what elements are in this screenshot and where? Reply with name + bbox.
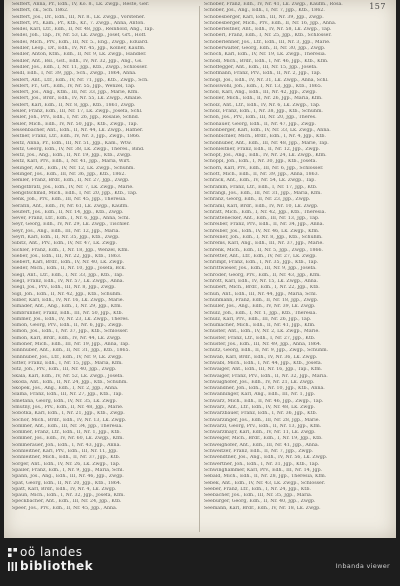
directory-entry: Siebert, Karl, Brdr., Edh., IV, Nr. 40, Lk. Zwgp. — [12, 260, 124, 266]
directory-entry: Seidler, Leop., Dr., Edh., IV, Nr. 45, Jgp., Kolner, Kaufm. — [12, 46, 146, 52]
directory-entry: Seidler, Ant., Bsl., Gst., Edh., IV, Nr. 32, Jgp., Ang., Gs. — [12, 58, 143, 64]
directory-entry: Schramm, Franz, Ltr., Edh., I, Nr. 17, Jgp., Ktb. — [204, 184, 318, 190]
directory-entry: Sebald, Mich., Edh., II, Nr. 28, Jgp., Theresia, Kfm. — [204, 474, 327, 480]
directory-entry: Schoberleitner, Ant., Edh., IV, Nr. 58, Lk. Zwgp., Tap. — [204, 27, 332, 33]
directory-entry: Schrenk, Mich., Edh., II, Nr. 5, Jgp., Zwgp., 1866. — [204, 247, 324, 253]
directory-entry: Sommerauer, Joh., Edh., I, Nr. 43, Jgp., Anna. — [12, 442, 121, 448]
directory-entry: Siegl, Ant., Ltr., Edh., I, Nr. 33, Jgp., Ktb., Tap. — [12, 272, 124, 278]
directory-entry: Spann, Jos., Ang., Edh., III, Nr. 46, Jgp., Zwgp. — [12, 474, 124, 480]
directory-entry: Schrott, Karl, Edh., IV, Nr. 15, Lk. Zwgp., Anna. — [204, 279, 319, 285]
library-logo[interactable] — [8, 545, 93, 573]
directory-entry: Schwabl, Mich., Edh., I, Nr. 44, Jgp., Ktb., Josefa. — [204, 360, 323, 366]
directory-entry: Schrimpf, Franz, Edh., I, Nr. 35, Jgp., Ktb., Tap. — [204, 260, 319, 266]
directory-entry: Serafin, Ant., Edh., IV, Nr. 61, Lk. Zwgp., Kaufm. — [12, 203, 129, 209]
directory-entry: Semler, Franz, Brdr., Edh., II, Nr. 27, Jgp., Zwgp. — [12, 178, 130, 184]
directory-entry: Schwaiger, Franz, Prv., Edh., II, Nr. 32, Jgp., Maria. — [204, 373, 328, 379]
directory-entry: Schwaiger, Ant., Edh., III, Nr. 16, Jgp., Tap., Kfm. — [204, 367, 323, 373]
directory-entry: Seidler, Anton, Ktm., Edh., II, Nr. 9, Lk. Zwgp., Handler. — [12, 52, 147, 58]
directory-entry: Seifert, Jos., Ang., Ktm., III, Nr. 33, Jgp., Marie, Kfm. — [12, 90, 139, 96]
directory-entry: Schonauer, Georg, Edh., II, Nr. 47, Jgp., Zwgp. — [204, 121, 316, 127]
logo-mark-icon — [8, 548, 17, 557]
directory-entry: Seeber, Franz, Ltr., Edh., I, Nr. 24, Jgp., Ktb. — [204, 486, 311, 492]
directory-entry: Simon, Jos., Edh., I, Nr. 37, Jgp., Ktb., Schlosser. — [12, 329, 129, 335]
directory-entry: Sengstschmid, Mich., Edh., I, Nr. 20, Jgp., Ktb., Tap. — [12, 190, 138, 196]
directory-entry: Speer, Jos., Prv., Edh., II, Nr. 45, Jgp., Anna. — [12, 505, 118, 511]
directory-entry: Schweitzer, Franz, Edh., II, Nr. 7, Jgp., Zwgp. — [204, 449, 314, 455]
directory-entry: Scholl, Karl, Ang., Edh., III, Nr. 42, Jgp., Zwgp. — [204, 90, 317, 96]
directory-entry: Seiffert, Anna, Pr., Edh., IV, Ko. 8., Lk. Zwgp., Reste, Ger. — [12, 2, 150, 7]
directory-entry: Sebek, Ant., Edh., IV, Nr. 43, Lk. Zwgp., Schlosser. — [204, 480, 326, 486]
directory-entry: Skoda, Ant., Edh., II, Nr. 24, Jgp., Ktb., Schuhm. — [12, 379, 128, 385]
viewer-label[interactable]: Inbanda viewer — [335, 562, 390, 570]
directory-entry: Seemann, Karl, Brdr., Edh., IV, Nr. 18, Lk. Zwgp. — [204, 505, 321, 511]
column-divider — [199, 6, 200, 532]
directory-entry: Schwertner, Joh., Edh., I, Nr. 31, Jgp., Ktb., Tap. — [204, 461, 320, 467]
directory-entry: Seyr, Georg, Edh., IV, Nr. 29, Lk. Zwgp., Tischler. — [12, 222, 130, 228]
directory-entry: Schonleitner, Franz, Edh., II, Nr. 12, Jgp., Zwgp. — [204, 146, 321, 152]
directory-entry: Schweiger, Mich., Brdr., Edh., I, Nr. 19, Jgp., Ktb. — [204, 436, 323, 442]
directory-entry: Schuster, Franz, Ltr., Edh., I, Nr. 27, Jgp., Ktb. — [204, 335, 316, 341]
directory-entry: Schwarzbauer, Franz, Edh., I, Nr. 36, Jgp., Ktb. — [204, 411, 318, 417]
directory-entry: Seiler, Joh., Prv., Edh., I, Nr. 26, Jgp., Rosalie, Schnd. — [12, 115, 140, 121]
directory-entry: Spaun, Mich., Edh., I, Nr. 32, Jgp., Josefa, Kfm. — [12, 493, 125, 499]
directory-entry: Schonberger, Karl, Edh., IV, Nr. 33, Lk. Zwgp., Anna. — [204, 127, 331, 133]
directory-entry: Sitz, Joh., Prv., Edh., III, Nr. 40, Jgp., Zwgp. — [12, 367, 117, 373]
scanned-page — [4, 0, 396, 538]
directory-entry: Schuller, Jos., Ang., Edh., IV, Nr. 39, Lk. Zwgp. — [204, 304, 316, 310]
directory-entry: Schratt, Mich., Edh., I, Nr. 42, Jgp., Ktb., Theresia. — [204, 209, 326, 215]
directory-entry: Seidler, Jos., Edh., I, Nr. 11, Jgp., Ktb., Zwgp., Schlosser. — [12, 64, 148, 70]
directory-entry: Simmer, Jos., Edh., IV, Nr. 23, Lk. Zwgp., Theres. — [12, 316, 130, 322]
directory-entry: Schwaighofer, Jos., Edh., IV, Nr. 21, Lk. Zwgp. — [204, 379, 315, 385]
directory-entry: Scholz, Ant., Ltr., Edh., IV, Nr. 6, Lk. Zwgp., Tap. — [204, 102, 321, 108]
directory-entry: Seufert, Jos., Edh., II, Nr. 14, Jgp., Ktb., Zwgp. — [12, 209, 124, 215]
directory-entry: Schober, Franz, Edh., IV, Nr. 41, Lk. Zwgp., Kaufm., Rosa. — [204, 2, 343, 7]
directory-entry: Seitz, Jos., Ang., Edh., II, Nr. 19, Jgp., Ktb., Zwgp. — [12, 153, 132, 159]
directory-entry: Schrattenecker, Ant., Edh., III, Nr. 13, Jgp., Tap. — [204, 216, 320, 222]
directory-entry: Schober, Jos., Ang., Edh., I, Nr. 7, Jgp., Ktb., 1862. — [204, 8, 325, 14]
directory-entry: Seiffert, Pf., Kam., Pr., Ktb., Kr., 7. Zwgp., Anna, Anton. — [12, 20, 145, 26]
directory-entry: Schoberl, Franz, Edh., I, Nr. 25, Jgp., Ktb., Schlosser. — [204, 33, 332, 39]
directory-entry: Sengstbratl, Jos., Edh., IV, Nr. 7, Lk. Zwgp., Marie. — [12, 184, 134, 190]
directory-entry: Sonnleitner, Mich., Edh., II, Nr. 37, Jgp., Ktb. — [12, 455, 121, 461]
directory-entry: Slama, Franz, Edh., III, Nr. 27, Jgp., Ktb., Tap. — [12, 392, 123, 398]
directory-entry: Sitter, Franz, Edh., I, Nr. 15, Jgp., Maria, Kfm. — [12, 360, 123, 366]
directory-entry: Seyrl, Karl, Edh., II, Nr. 35, Jgp., Ktb., Zwgp. — [12, 234, 120, 240]
directory-entry: Sinnhuber, Jos., Ltr., Edh., IV, Nr. 9, Lk. Zwgp. — [12, 354, 123, 360]
directory-entry: Schwinghammer, Karl, Prv., Edh., III, Nr. 14, Jgp. — [204, 467, 323, 473]
directory-entry: Schogl, Jos., Edh., IV, Nr. 31, Lk. Zwgp., Anna, Schl. — [204, 77, 329, 83]
directory-entry: Schwarzmayr, Karl, Edh., IV, Nr. 11, Lk. Zwgp. — [204, 430, 316, 436]
directory-entry: Speckbacher, Ant., Edh., III, Nr. 24, Jgp., Ktb. — [12, 499, 122, 505]
directory-entry: Schoppl, Joh., Edh., I, Nr. 30, Jgp., Ktb., Josefa. — [204, 159, 317, 165]
directory-entry: Spatt, Karl, Brdr., Edh., IV, Nr. 4, Lk. Zwgp. — [12, 486, 117, 492]
directory-entry: Schrangl, Jos., Edh., III, Nr. 31, Jgp., Maria, Kfm. — [204, 190, 322, 196]
directory-entry: Schott, Mich., Edh., II, Nr. 39, Jgp., Anna, 1863. — [204, 172, 320, 178]
directory-entry: Sommer, Franz, Ltr., Edh., II, Nr. 1, Jgp., Ktb. — [12, 430, 121, 436]
directory-entry: Siegl, Franz, Edh., IV, Nr. 57, Lk. Zwgp., Anna. — [12, 279, 125, 285]
directory-entry: Schobesberger, Karl, Edh., III, Nr. 39, Jgp., Zwgp. — [204, 14, 324, 20]
right-column — [204, 2, 388, 512]
directory-entry: Senk, Joh., Prv., Edh., III, Nr. 45, Jgp., Theresia. — [12, 197, 127, 203]
directory-entry: Seitz, Anna, Pr., Edh., III, Nr. 51, Jgp., Kam., Wtw. — [12, 140, 132, 146]
directory-entry: Schrems, Karl, Ang., Edh., III, Nr. 37, Jgp., Marie. — [204, 241, 324, 247]
directory-entry: Skopek, Jos., Ang., Edh., I, Nr. 2, Jgp., Anna. — [12, 386, 119, 392]
directory-entry: Schreiber, Franz, Prv., Edh., II, Nr. 34, Jgp., Anna. — [204, 222, 325, 228]
directory-entry: Sonnleitner, Karl, Prv., Edh., III, Nr. 11, Jgp. — [12, 449, 118, 455]
directory-entry: Schreiber, Jos., Edh., IV, Nr. 46, Lk. Zwgp., Kfm. — [204, 228, 320, 234]
directory-entry: Sochor, Mich., Brdr., Edh., IV, Nr. 13, Lk. Zwgp. — [12, 417, 127, 423]
directory-entry: Seitz, Georg, Edh., IV, Nr. 38, Lk. Zwgp., Theres., Bind. — [12, 146, 145, 152]
directory-entry: Sigl, Joh., Edh., II, Nr. 42, Jgp., Ktb., Schuhm. — [12, 291, 122, 297]
logo-text-line2: bibliothek — [20, 559, 94, 573]
directory-entry: Spat, Georg, Edh., II, Nr. 20, Jgp., Ktb., 1864. — [12, 480, 122, 486]
directory-entry: Sieder, Mich., Edh., II, Nr. 10, Jgp., Josefa, Bck. — [12, 266, 126, 272]
directory-entry: Simader, Ant., Ang., Edh., I, Nr. 29, Jgp., Kfm. — [12, 304, 123, 310]
directory-entry: Schon, Jos., Prv., Edh., III, Nr. 20, Jgp., Theres. — [204, 115, 317, 121]
directory-entry: Schumacher, Mich., Edh., II, Nr. 41, Jgp., Kfm. — [204, 323, 316, 329]
directory-entry: Schwab, Karl, Brdr., Edh., IV, Nr. 36, Lk. Zwgp. — [204, 354, 318, 360]
directory-entry: Schodl, Mich., Brdr., Edh., I, Nr. 46, Jgp., Ktb., Kfm. — [204, 58, 329, 64]
directory-entry: Simbrunner, Franz, Edh., III, Nr. 50, Jgp., Ktb. — [12, 310, 124, 316]
directory-entry: Seeburger, Georg, Edh., II, Nr. 40, Jgp., Zwgp. — [204, 499, 316, 505]
directory-entry: Schwendtner, Jos., Ang., Edh., IV, Nr. 56, Lk. Zwgp. — [204, 455, 328, 461]
directory-entry: Schorn, Karl, Prv., Edh., III, Nr. 6, Jgp., Schlosser. — [204, 165, 324, 171]
directory-entry: Sobotka, Karl, Edh., I, Nr. 21, Jgp., Ktb., Zwgp. — [12, 411, 125, 417]
directory-entry: Schrack, Ant., Edh., IV, Nr. 54, Lk. Zwgp., Tap. — [204, 178, 316, 184]
directory-entry: Schubert, Mich., Brdr., Edh., I, Nr. 22, Jgp., Ktb. — [204, 285, 320, 291]
directory-entry: Sommer, Jos., Edh., IV, Nr. 60, Lk. Zwgp., Kfm. — [12, 436, 124, 442]
directory-entry: Simon, Karl, Brdr., Edh., IV, Nr. 44, Lk. Zwgp. — [12, 335, 122, 341]
logo-text-line1: oö landes — [20, 545, 83, 559]
directory-entry: Schwarz, Ant., Ltr., Edh., IV, Nr. 48, Lk. Zwgp. — [204, 405, 316, 410]
directory-entry: Seifert, Ant., Ltr., Edh., IV, Nr. 71, Jgp., Ktb., Zwgp., Sch. — [12, 77, 149, 83]
directory-entry: Schwanninger, Karl, Ang., Edh., III, Nr. 1, Jgp. — [204, 392, 316, 398]
directory-entry: Seyr, Jos., Ang., Edh., III, Nr. 12, Jgp., Maria. — [12, 228, 120, 234]
directory-entry: Schoffegger, Ant., Edh., III, Nr. 15, Jgp., Josefa. — [204, 64, 318, 70]
directory-entry: Seifert, Fr., Grt., Edh., IV, Nr. 55, Jgp., Wenzel, Tap. — [12, 83, 136, 89]
directory-entry: Skala, Karl, Edh., IV, Nr. 52, Lk. Zwgp., Josefa. — [12, 373, 124, 379]
directory-entry: Seiffert, Jos., Dr., Edh., III, Nr. 8., Lk. Zwgp., Vorsteher. — [12, 14, 146, 20]
directory-entry: Sever, Franz, Ltr., Edh., I, Nr. 6, Jgp., Anna, Schl. — [12, 216, 131, 222]
directory-entry: Schulz, Joh., Edh., I, Nr. 1, Jgp., Ktb., Theresia. — [204, 310, 317, 316]
directory-entry: Schoberwalter, Georg, Edh., II, Nr. 30, Jgp., Zwgp. — [204, 46, 326, 52]
directory-entry: Schweighofer, Ant., Edh., III, Nr. 41, Jgp., Anna. — [204, 442, 320, 448]
directory-entry: Seitner, Franz, Ltr., Edh., IV, Nr. 3, Jgp., Zwgp., 1866. — [12, 134, 141, 140]
directory-entry: Schuster, Jos., Edh., III, Nr. 49, Jgp., Anna, 1864. — [204, 342, 322, 348]
directory-entry: Schonhuber, Ant., Edh., III, Nr. 48, Jgp., Marie, Tap. — [204, 140, 329, 146]
directory-entry: Seidel, Mich., Prv., Edh., III, Nr. 5., Eng., Zwgp., Eduard. — [12, 39, 149, 45]
directory-entry: Sorger, Ant., Edh., IV, Nr. 26, Lk. Zwgp., Tap. — [12, 461, 121, 467]
directory-entry: Schrittwieser, Jos., Edh., III, Nr. 9, Jgp., Josefa. — [204, 266, 317, 272]
directory-entry: Schwarzinger, Jos., Edh., III, Nr. 28, Jgp., Marie. — [204, 417, 321, 423]
directory-entry: Schreiner, Joh., Edh., I, Nr. 8, Jgp., Ktb., Schuhm. — [204, 234, 323, 240]
directory-entry: Selinger, Ant., Edh., IV, Nr. 12, Lk. Zwgp., Schuhm. — [12, 165, 135, 171]
directory-entry: Seidl, Edh., I, Nr. 39, Jgp., Sch., Zwgp., 1864, Anna. — [12, 71, 137, 77]
directory-entry: Sommer, Ant., Edh., III, Nr. 34, Jgp., Theresia. — [12, 423, 123, 429]
directory-entry: Schopf, Jos., Ang., Edh., IV, Nr. 24, Lk. Zwgp., Kfm. — [204, 153, 327, 159]
directory-entry: Seifert, Karl, Edh., II, Nr. 8, Jgp., Ktb., 1861, Zwgp. — [12, 102, 136, 108]
directory-entry: Scholler, Mich., Edh., II, Nr. 26, Jgp., Maria, Kfm. — [204, 96, 323, 102]
directory-entry: Seebacher, Jos., Edh., III, Nr. 35, Jgp., Maria. — [204, 493, 313, 499]
directory-entry: Seidel, Joh., Tap., IV, Nr. 53, Lk. Zwgp., Josef, Grt., Hoff. — [12, 33, 147, 39]
directory-entry: Schroder, Georg, Prv., Edh., II, Nr. 43, Jgp., Kfm. — [204, 272, 321, 278]
directory-entry: Silber, Karl, Edh., IV, Nr. 16, Lk. Zwgp., Marie. — [12, 297, 125, 303]
directory-entry: Scholz, Franz, Edh., I, Nr. 38, Jgp., Ktb., Schuhm. — [204, 109, 323, 115]
directory-entry: Spaller, Franz, Edh., I, Nr. 9, Jgp., Maria, Schl. — [12, 467, 125, 473]
directory-entry: Seiler, Franz, Edh., III, Nr. 17, Lk. Zwgp., Josefa, Schl. — [12, 109, 143, 115]
directory-entry: Schuhmann, Franz, Edh., II, Nr. 18, Jgp., Zwgp. — [204, 297, 319, 303]
directory-entry: Schwandner, Joh., Edh., I, Nr. 10, Jgp., Ktb., Anna. — [204, 386, 325, 392]
directory-entry: Schuster, Ant., Edh., IV, Nr. 2, Lk. Zwgp., Marie. — [204, 329, 320, 335]
directory-entry: Seisenbacher, Ant., Edh., II, Nr. 44, Lk. Zwgp., Hafner. — [12, 127, 144, 133]
directory-entry: Schofmann, Franz, Prv., Edh., II, Nr. 2, Jgp., Tap. — [204, 71, 322, 77]
directory-entry: Smetana, Georg, Edh., IV, Nr. 35, Lk. Zwgp. — [12, 398, 118, 404]
directory-entry: Sinnhuber, Ant., Edh., II, Nr. 31, Jgp., Ktb., 1865. — [12, 348, 131, 354]
directory-entry: Simon, Georg, Prv., Edh., II, Nr. 6, Jgp., Zwgp. — [12, 323, 123, 329]
directory-entry: Sieber, Jos., Edh., III, Nr. 22, Jgp., Ktb., 1863. — [12, 253, 122, 259]
directory-entry: Schraml, Karl, Brdr., Edh., IV, Nr. 10, Lk. Zwgp. — [204, 203, 319, 209]
directory-entry: Schobesberger, Mich., Prv., Edh., II, Nr. 16, Jgp., Anna. — [204, 20, 337, 26]
directory-entry: Schoch, Karl, Edh., IV, Nr. 19, Lk. Zwgp., Theresia. — [204, 52, 327, 58]
directory-entry: Siegl, Jos., Prv., Edh., III, Nr. 8, Jgp., Zwgp. — [12, 285, 116, 291]
directory-entry: Seifert, Jos., Brdr., Edh., IV, Nr. 55, Lk. Zwgp., Amalie. — [12, 96, 143, 102]
directory-entry: Schonbichler, Mich., Brdr., Edh., I, Nr. 4, Jgp., Ktb. — [204, 134, 326, 140]
page-number: 157 — [369, 2, 386, 11]
directory-entry: Schwarzl, Georg, Prv., Edh., II, Nr. 13, Jgp., Kfm. — [204, 423, 322, 429]
directory-entry: Seitz, Karl, Prv., Edh., I, Nr. 41, Jgp., Maria, Wirt. — [12, 159, 131, 165]
directory-entry: Sibitz, Ant., Prv., Edh., IV, Nr. 47, Lk. Zwgp. — [12, 241, 117, 247]
viewer-footer — [0, 538, 400, 586]
directory-entry: Schwarz, Mich., Edh., II, Nr. 46, Jgp., Zwgp., Tap. — [204, 398, 324, 404]
directory-entry: Simoner, Mich., Edh., III, Nr. 19, Jgp., Anna, Tap. — [12, 342, 130, 348]
directory-entry: Smutny, Jos., Prv., Edh., II, Nr. 48, Jgp., Marie. — [12, 405, 124, 410]
directory-entry: Seidel, Karl, Ltr., Edh., II, Nr. 48, Jgp., Reinhold, Ang., Tap. — [12, 27, 154, 33]
directory-entry: Selinger, Jos., Edh., III, Nr. 36, Jgp., Ktb., 1862. — [12, 172, 126, 178]
directory-entry: Seiffert, ck., Sch. 1862. — [12, 8, 69, 14]
directory-entry: Schuh, Ant., Edh., III, Nr. 44, Jgp., Maria, Schl. — [204, 291, 318, 297]
directory-entry: Schulz, Karl, Prv., Edh., III, Nr. 26, Jgp., Tap. — [204, 316, 312, 322]
left-column — [12, 2, 196, 512]
directory-entry: Schranz, Georg, Edh., II, Nr. 23, Jgp., Zwgp. — [204, 197, 311, 203]
directory-entry: Schoberlehner, Jos., Ltr., Edh., III, Nr. 3, Jgp., Marie. — [204, 39, 331, 45]
logo-bars-icon — [8, 562, 17, 571]
directory-entry: Schretter, Ant., Ltr., Edh., IV, Nr. 27, Lk. Zwgp. — [204, 253, 317, 259]
directory-entry: Schoiswohl, Joh., Edh., I, Nr. 13, Jgp., Ktb., 1865. — [204, 83, 323, 89]
directory-entry: Schutz, Georg, Edh., II, Nr. 9, Jgp., Zwgp., Schuhm. — [204, 348, 329, 354]
directory-entry: Seiler, Mich., Edh., IV, Nr. 50, Jgp., Ktb., Zwgp., Tap. — [12, 121, 139, 127]
directory-entry: Sichler, Franz, Edh., I, Nr. 18, Jgp., Wenzel, Kfm. — [12, 247, 130, 253]
